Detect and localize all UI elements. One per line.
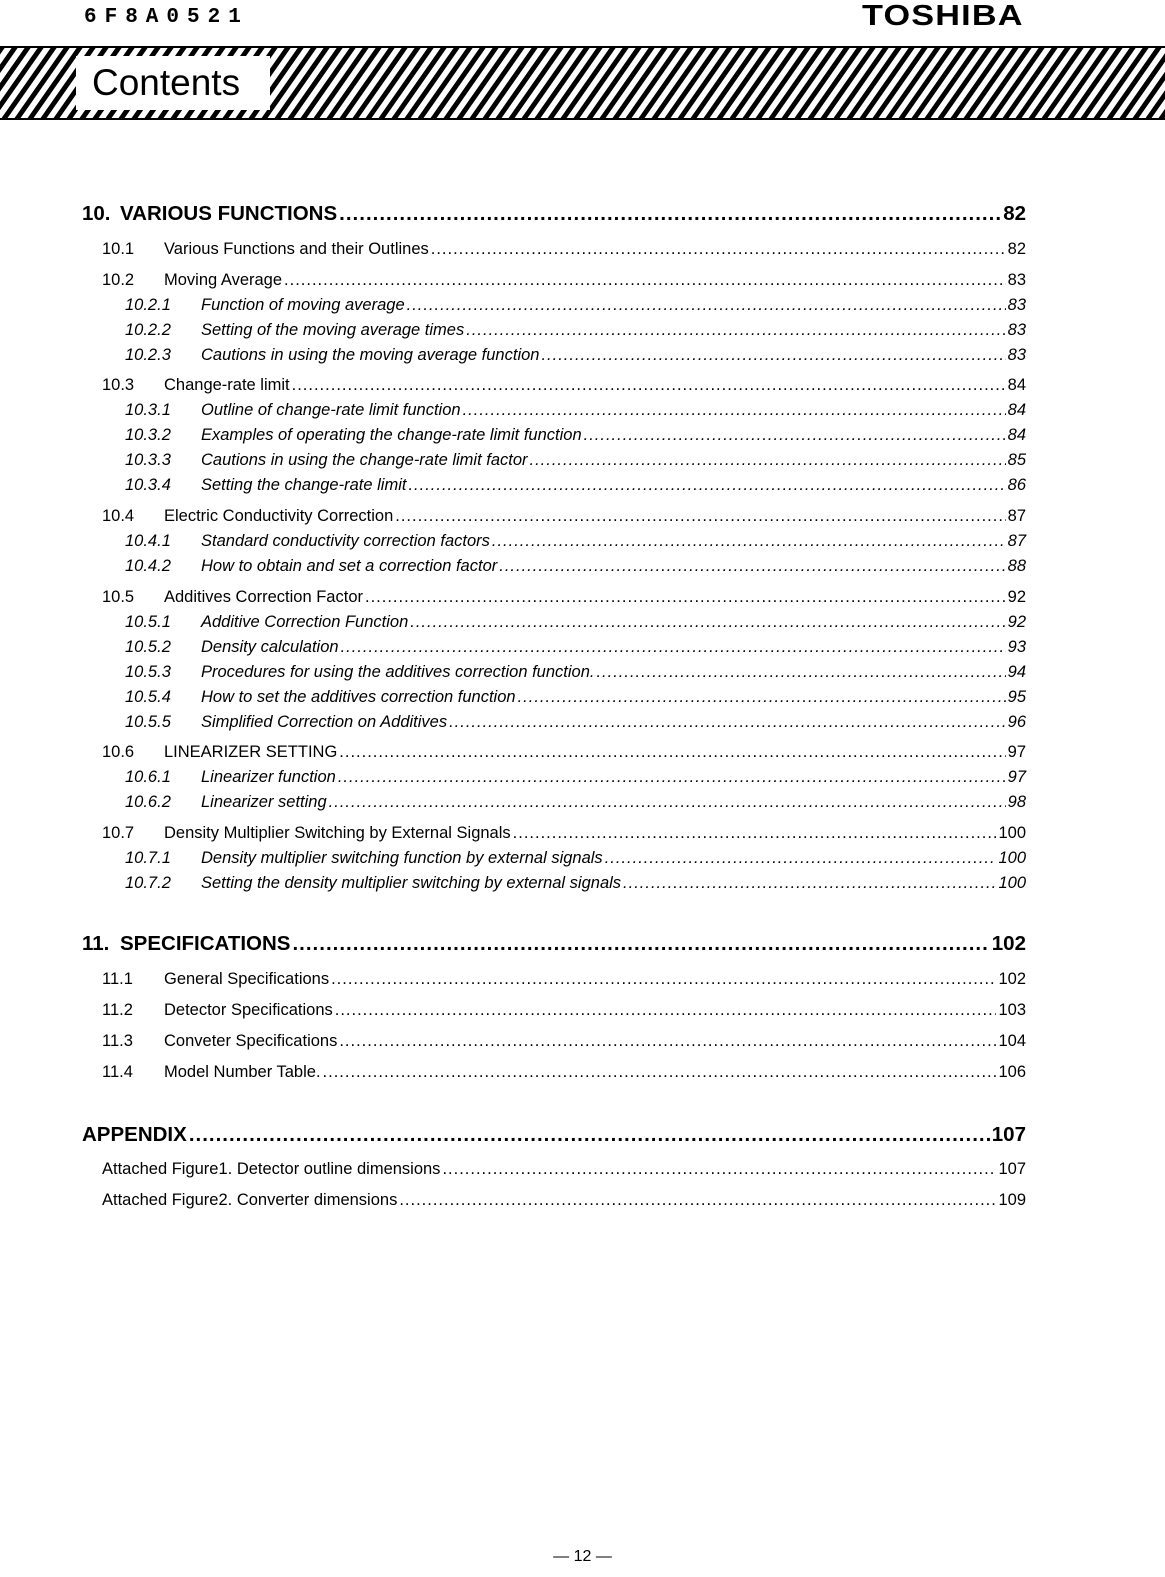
toc-number: 10.6.2 <box>125 793 171 811</box>
toc-number: 10.2.3 <box>125 346 171 364</box>
toc-page: 104 <box>998 1032 1026 1050</box>
toc-page: 92 <box>1007 613 1026 631</box>
toc-page: 83 <box>1007 321 1026 339</box>
dot-leader <box>399 1191 996 1210</box>
toc-entry-10-2-1[interactable] <box>125 296 1026 315</box>
toc-number: 10.5.1 <box>125 613 171 631</box>
page-number: — 12 — <box>553 1548 612 1565</box>
toc-entry-10-5[interactable] <box>102 588 1026 607</box>
dot-leader <box>407 296 1006 315</box>
toc-title: Attached Figure2. Converter dimensions <box>102 1191 398 1209</box>
dot-leader <box>518 688 1006 707</box>
toc-title: How to obtain and set a correction factor <box>201 557 498 575</box>
toc-entry-10-4-1[interactable] <box>125 532 1026 551</box>
toc-page: 97 <box>1007 768 1026 786</box>
dot-leader <box>284 271 1006 290</box>
dot-leader <box>339 743 1005 762</box>
toc-title: SPECIFICATIONS <box>120 932 291 955</box>
toc-title: Conveter Specifications <box>164 1032 338 1050</box>
toc-title: Simplified Correction on Additives <box>201 713 448 731</box>
toc-title: Procedures for using the additives correction function. <box>201 663 595 681</box>
toc-number: 10.4.2 <box>125 557 171 575</box>
dot-leader <box>338 768 1006 787</box>
toc-entry-10-6-2[interactable] <box>125 793 1026 812</box>
toc-entry-10-2-3[interactable] <box>125 346 1026 365</box>
section-title: Contents <box>76 56 270 110</box>
toc-title: Model Number Table. <box>164 1063 321 1081</box>
toc-entry-10-5-1[interactable] <box>125 613 1026 632</box>
toc-page: 107 <box>998 1160 1026 1178</box>
toc-title: Linearizer setting <box>201 793 327 811</box>
toc-number: 10.7.1 <box>125 849 171 867</box>
dot-leader <box>395 507 1005 526</box>
toc-number: 11.2 <box>102 1001 133 1019</box>
dot-leader <box>463 401 1006 420</box>
toc-number: 11.4 <box>102 1063 133 1081</box>
toc-number: 10.3 <box>102 376 135 394</box>
dot-leader <box>335 1001 997 1020</box>
dot-leader <box>442 1160 996 1179</box>
toc-entry-10-3[interactable] <box>102 376 1026 395</box>
toc-chapter-11[interactable] <box>82 932 1026 956</box>
toc-title: Examples of operating the change-rate limit function <box>201 426 582 444</box>
toc-entry-10-3-2[interactable] <box>125 426 1026 445</box>
dot-leader <box>329 793 1006 812</box>
toc-title: Cautions in using the change-rate limit factor <box>201 451 528 469</box>
toc-number: 10.2 <box>102 271 135 289</box>
dot-leader <box>466 321 1005 340</box>
toc-entry-11-3[interactable] <box>102 1032 1026 1051</box>
dot-leader <box>541 346 1005 365</box>
toc-page: 98 <box>1007 793 1026 811</box>
toc-page: 82 <box>1007 240 1026 258</box>
toc-entry-11-1[interactable] <box>102 970 1026 989</box>
toc-page: 88 <box>1007 557 1026 575</box>
toc-title: Density Multiplier Switching by External Signals <box>164 824 511 842</box>
toc-number: 10.4.1 <box>125 532 171 550</box>
document-code: 6F8A0521 <box>84 6 249 29</box>
toc-number: 10.6.1 <box>125 768 171 786</box>
toc-page: 93 <box>1007 638 1026 656</box>
dot-leader <box>292 376 1006 395</box>
toc-title: Attached Figure1. Detector outline dimensions <box>102 1160 441 1178</box>
dot-leader <box>331 970 996 989</box>
toc-title: Electric Conductivity Correction <box>164 507 394 525</box>
toc-entry-10-1[interactable] <box>102 240 1026 259</box>
toc-number: 10. <box>82 202 111 225</box>
toc-page: 84 <box>1007 376 1026 394</box>
dot-leader <box>341 638 1006 657</box>
toc-number: 11.1 <box>102 970 133 988</box>
toc-page: 82 <box>1003 202 1026 225</box>
toc-page: 109 <box>998 1191 1026 1209</box>
toc-entry-10-4-2[interactable] <box>125 557 1026 576</box>
toc-entry-10-2-2[interactable] <box>125 321 1026 340</box>
toc-entry-11-4[interactable] <box>102 1063 1026 1082</box>
toc-title: Outline of change-rate limit function <box>201 401 461 419</box>
toc-title: Linearizer function <box>201 768 336 786</box>
toc-entry-10-2[interactable] <box>102 271 1026 290</box>
toc-number: 10.3.3 <box>125 451 171 469</box>
toc-entry-10-7[interactable] <box>102 824 1026 843</box>
toc-page: 83 <box>1007 346 1026 364</box>
toc-entry-10-3-3[interactable] <box>125 451 1026 470</box>
toc-page: 94 <box>1007 663 1026 681</box>
toc-number: 10.6 <box>102 743 135 761</box>
toc-number: 10.5.5 <box>125 713 171 731</box>
toc-number: 10.7 <box>102 824 135 842</box>
toc-number: 10.2.2 <box>125 321 171 339</box>
toc-page: 102 <box>991 932 1026 955</box>
toc-number: 10.4 <box>102 507 135 525</box>
toc-number: 10.3.4 <box>125 476 171 494</box>
toc-title: VARIOUS FUNCTIONS <box>120 202 338 225</box>
toc-entry-10-4[interactable] <box>102 507 1026 526</box>
toc-title: Setting the density multiplier switching by external signals <box>201 874 622 892</box>
toc-number: 10.7.2 <box>125 874 171 892</box>
toc-entry-10-7-1[interactable] <box>125 849 1026 868</box>
toc-number: 11.3 <box>102 1032 133 1050</box>
toc-number: 10.3.2 <box>125 426 171 444</box>
toc-page: 85 <box>1007 451 1026 469</box>
toc-entry-10-6-1[interactable] <box>125 768 1026 787</box>
toc-number: 10.5 <box>102 588 135 606</box>
toshiba-logo: TOSHIBA <box>862 0 1024 32</box>
toc-page: 95 <box>1007 688 1026 706</box>
toc-title: Moving Average <box>164 271 283 289</box>
toc-entry-11-2[interactable] <box>102 1001 1026 1020</box>
dot-leader <box>339 1032 996 1051</box>
toc-entry-10-7-2[interactable] <box>125 874 1026 893</box>
toc-page: 107 <box>991 1123 1026 1146</box>
dot-leader <box>431 240 1006 259</box>
toc-attached-figure-1[interactable] <box>102 1160 1026 1179</box>
toc-title: Detector Specifications <box>164 1001 333 1019</box>
toc-title: APPENDIX <box>82 1123 187 1146</box>
toc-entry-10-5-4[interactable] <box>125 688 1026 707</box>
dot-leader <box>449 713 1006 732</box>
toc-title: Various Functions and their Outlines <box>164 240 429 258</box>
toc-number: 10.5.3 <box>125 663 171 681</box>
toc-entry-10-6[interactable] <box>102 743 1026 762</box>
toc-title: Cautions in using the moving average function <box>201 346 540 364</box>
toc-page: 92 <box>1007 588 1026 606</box>
dot-leader <box>189 1123 990 1147</box>
dot-leader <box>623 874 996 893</box>
toc-number: 10.5.4 <box>125 688 171 706</box>
dot-leader <box>530 451 1006 470</box>
toc-title: General Specifications <box>164 970 330 988</box>
toc-page: 96 <box>1007 713 1026 731</box>
toc-page: 100 <box>998 874 1026 892</box>
toc-page: 83 <box>1007 296 1026 314</box>
toc-entry-10-5-2[interactable] <box>125 638 1026 657</box>
toc-page: 103 <box>998 1001 1026 1019</box>
toc-title: LINEARIZER SETTING <box>164 743 338 761</box>
dot-leader <box>513 824 997 843</box>
toc-entry-10-3-1[interactable] <box>125 401 1026 420</box>
toc-page: 84 <box>1007 426 1026 444</box>
toc-page: 86 <box>1007 476 1026 494</box>
toc-page: 97 <box>1007 743 1026 761</box>
toc-chapter-10[interactable] <box>82 202 1026 226</box>
dot-leader <box>492 532 1006 551</box>
toc-attached-figure-2[interactable] <box>102 1191 1026 1210</box>
toc-page: 106 <box>998 1063 1026 1081</box>
dot-leader <box>365 588 1006 607</box>
toc-page: 83 <box>1007 271 1026 289</box>
toc-page: 102 <box>998 970 1026 988</box>
toc-page: 87 <box>1007 532 1026 550</box>
dot-leader <box>323 1063 997 1082</box>
toc-title: How to set the additives correction function <box>201 688 516 706</box>
toc-page: 100 <box>998 849 1026 867</box>
toc-title: Function of moving average <box>201 296 405 314</box>
dot-leader <box>292 932 989 956</box>
dot-leader <box>584 426 1006 445</box>
toc-appendix[interactable] <box>82 1123 1026 1147</box>
toc-entry-10-3-4[interactable] <box>125 476 1026 495</box>
toc-number: 10.1 <box>102 240 135 258</box>
toc-number: 10.3.1 <box>125 401 171 419</box>
dot-leader <box>605 849 997 868</box>
toc-entry-10-5-3[interactable] <box>125 663 1026 682</box>
toc-page: 87 <box>1007 507 1026 525</box>
toc-title: Additive Correction Function <box>201 613 409 631</box>
toc-page: 100 <box>998 824 1026 842</box>
dot-leader <box>596 663 1005 682</box>
dot-leader <box>339 202 1001 226</box>
toc-number: 10.5.2 <box>125 638 171 656</box>
toc-page: 84 <box>1007 401 1026 419</box>
toc-title: Setting the change-rate limit <box>201 476 407 494</box>
toc-title: Standard conductivity correction factors <box>201 532 490 550</box>
toc-title: Additives Correction Factor <box>164 588 363 606</box>
dot-leader <box>499 557 1005 576</box>
toc-entry-10-5-5[interactable] <box>125 713 1026 732</box>
dot-leader <box>410 613 1005 632</box>
toc-title: Setting of the moving average times <box>201 321 465 339</box>
dot-leader <box>408 476 1005 495</box>
toc-title: Density calculation <box>201 638 339 656</box>
toc-number: 11. <box>82 932 110 955</box>
toc-title: Density multiplier switching function by external signals <box>201 849 603 867</box>
toc-title: Change-rate limit <box>164 376 290 394</box>
toc-number: 10.2.1 <box>125 296 171 314</box>
